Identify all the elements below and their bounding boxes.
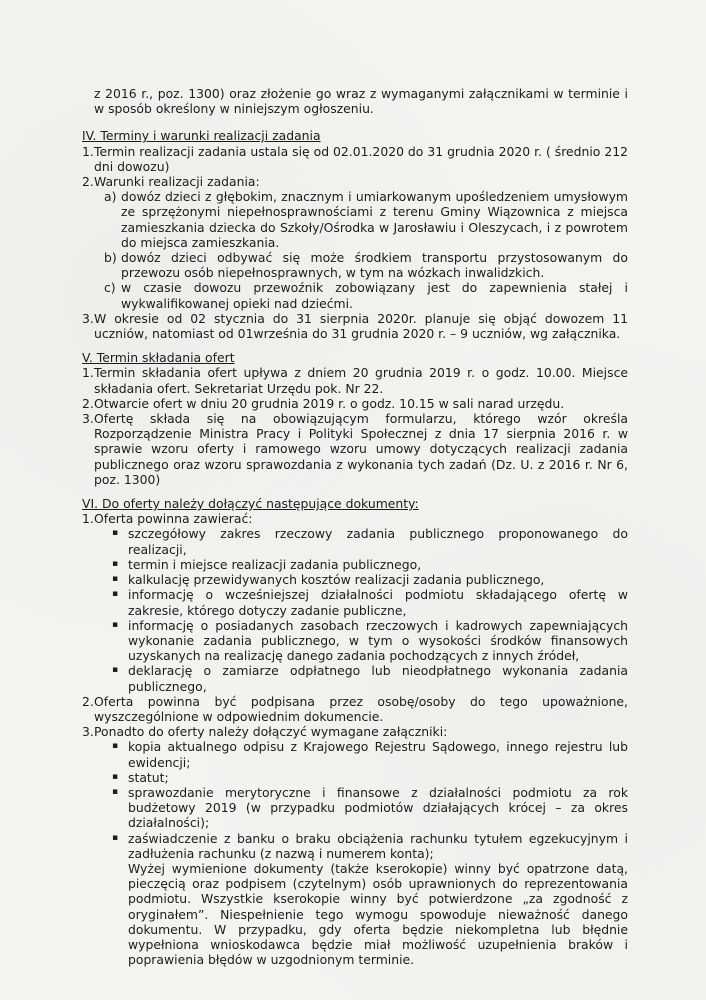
section-5-heading: V. Termin składania ofert	[82, 350, 235, 366]
intro-paragraph: z 2016 r., poz. 1300) oraz złożenie go wraz z wymaganymi załącznikami w terminie i w sposób określony w niniejszym ogłoszeniu.	[94, 86, 628, 117]
section-5-item-1: 1. Termin składania ofert upływa z dniem 20 grudnia 2019 r. o godz. 10.00. Miejsce składania ofert. Sekretariat Urzędu pok. Nr 22.	[82, 365, 628, 396]
bullet-item: ▪ informację o wcześniejszej działalności podmiotu składającego ofertę w zakresie, którego dotyczy zadanie publiczne,	[112, 587, 628, 618]
section-4-item-3: 3. W okresie od 02 stycznia do 31 sierpnia 2020r. planuje się objąć dowozem 11 uczniów, natomiast od 01września do 31 grudnia 2020 r. – 9 uczniów, wg załącznika.	[82, 310, 628, 342]
bullet-item: ▪ sprawozdanie merytoryczne i finansowe z działalności podmiotu za rok budżetowy 2019 (w przypadku podmiotów działających krócej – za okres działalności);	[112, 784, 628, 831]
bullet-square-icon: ▪	[112, 619, 119, 630]
bullet-item: ▪ informację o posiadanych zasobach rzeczowych i kadrowych zapewniających wykonanie zadania publicznego, w tym o wysokości środków finansowych uzyskanych na realizację danego zadania pochodzących z innych źródeł,	[112, 617, 628, 664]
section-4-heading: IV. Terminy i warunki realizacji zadania	[82, 128, 321, 144]
section-6-item-3: 3. Ponadto do oferty należy dołączyć wymagane załączniki:	[82, 724, 448, 740]
section-6-item-1: 1. Oferta powinna zawierać:	[82, 511, 253, 527]
section-6-heading: VI. Do oferty należy dołączyć następujące dokumenty:	[82, 496, 419, 512]
section-4-item-2a: a) dowóz dzieci z głębokim, znacznym i umiarkowanym upośledzeniem umysłowym ze sprzężonymi niepełnosprawnościami z terenu Gminy Wiązownica z miejsca zamieszkania dziecka do Szkoły/Ośrodka w Jarosławiu i Oleszycach, i z powrotem do miejsca zamieszkania.	[104, 189, 628, 250]
section-4-item-2b: b) dowóz dzieci odbywać się może środkiem transportu przystosowanym do przewozu osób niepełnosprawnych, w tym na wózkach inwalidzkich.	[104, 250, 628, 281]
bullet-item: ▪ kalkulację przewidywanych kosztów realizacji zadania publicznego,	[112, 572, 545, 588]
bullet-square-icon: ▪	[112, 786, 119, 797]
bullet-square-icon: ▪	[112, 771, 119, 782]
section-4-item-1: 1. Termin realizacji zadania ustala się od 02.01.2020 do 31 grudnia 2020 r. ( średnio 212 dni dowozu)	[82, 143, 628, 174]
bullet-item: ▪ deklarację o zamiarze odpłatnego lub nieodpłatnego wykonania zadania publicznego,	[112, 663, 628, 694]
bullet-square-icon: ▪	[112, 665, 119, 676]
section-6-item-2: 2. Oferta powinna być podpisana przez osobę/osoby do tego upoważnione, wyszczególnione w odpowiednim dokumencie.	[82, 693, 628, 724]
bullet-square-icon: ▪	[112, 832, 119, 843]
bullet-square-icon: ▪	[112, 574, 119, 585]
bullet-square-icon: ▪	[112, 589, 119, 600]
bullet-square-icon: ▪	[112, 528, 119, 539]
document-body	[82, 86, 628, 967]
section-4-item-2c: c) w czasie dowozu przewoźnik zobowiązany jest do zapewnienia stałej i wykwalifikowanej opieki nad dziećmi.	[104, 280, 628, 311]
bullet-square-icon: ▪	[112, 741, 119, 752]
section-4-item-2: 2. Warunki realizacji zadania:	[82, 174, 260, 190]
bullet-item: ▪ termin i miejsce realizacji zadania publicznego,	[112, 556, 422, 572]
bullet-item: ▪ zaświadczenie z banku o braku obciążenia rachunku tytułem egzekucyjnym i zadłużenia rachunku (z nazwą i numerem konta);	[112, 830, 628, 861]
bullet-item: ▪ kopia aktualnego odpisu z Krajowego Rejestru Sądowego, innego rejestru lub ewidencji;	[112, 739, 628, 770]
bullet-item: ▪ szczegółowy zakres rzeczowy zadania publicznego proponowanego do realizacji,	[112, 526, 628, 557]
section-5-item-3: 3. Ofertę składa się na obowiązującym formularzu, którego wzór określa Rozporządzenie Ministra Pracy i Polityki Społecznej z dnia 17 sierpnia 2016 r. w sprawie wzoru oferty i ramowego wzoru umowy dotyczących realizacji zadania publicznego oraz wzoru sprawozdania z wykonania tych zadań (Dz. U. z 2016 r. Nr 6, poz. 1300)	[82, 411, 628, 487]
section-5-item-2: 2. Otwarcie ofert w dniu 20 grudnia 2019 r. o godz. 10.15 w sali narad urzędu.	[82, 395, 565, 411]
bullet-item: ▪ statut;	[112, 769, 169, 785]
bullet-square-icon: ▪	[112, 558, 119, 569]
closing-paragraph: Wyżej wymienione dokumenty (także kserokopie) winny być opatrzone datą, pieczęcią oraz podpisem (czytelnym) osób uprawnionych do reprezentowania podmiotu. Wszystkie kserokopie winny być potwierdzone „za zgodność z oryginałem”. Niespełnienie tego wymogu spowoduje nieważność danego dokumentu. W przypadku, gdy oferta będzie niekompletna lub błędnie wypełniona wnioskodawca będzie miał możliwość uzupełnienia braków i poprawienia błędów w uzgodnionym terminie.	[128, 860, 628, 968]
